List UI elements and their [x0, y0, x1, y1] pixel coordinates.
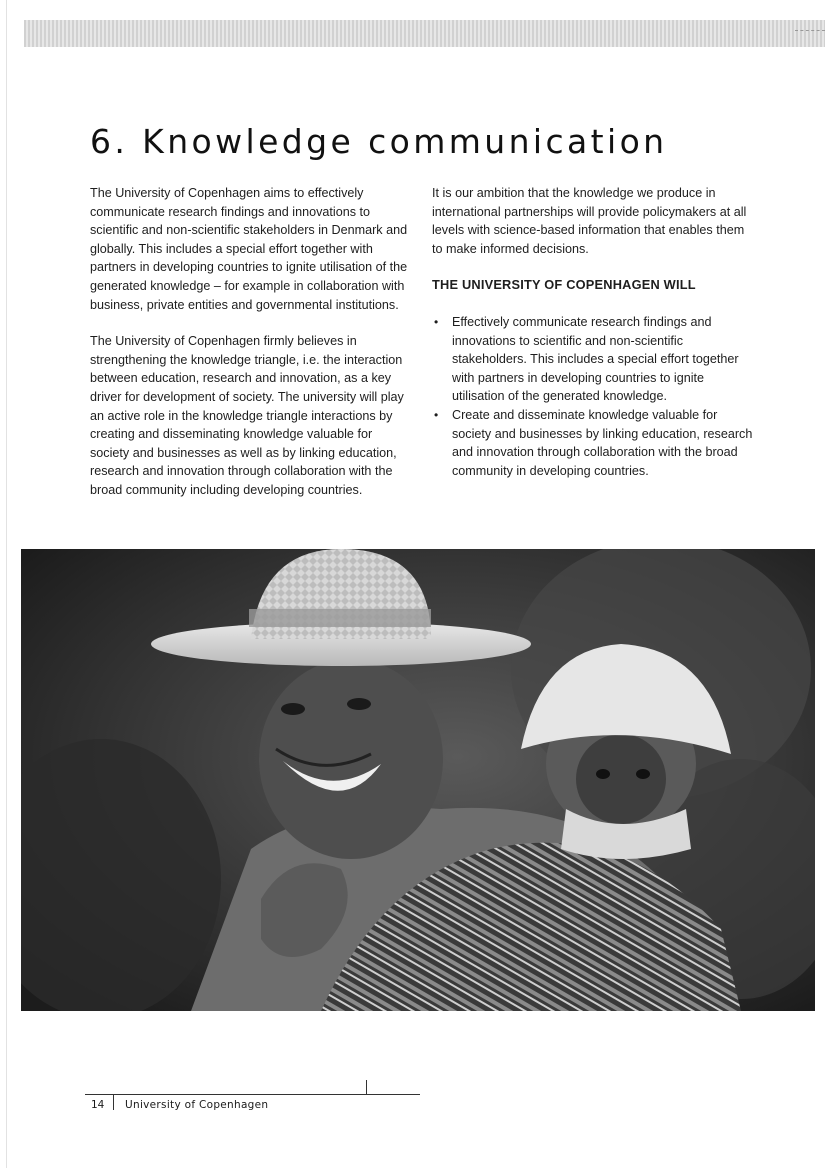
page-number: 14 [91, 1099, 105, 1111]
footer-separator [113, 1094, 114, 1110]
bullet-list [432, 313, 754, 480]
page-edge-rule [6, 0, 7, 1168]
header-scan-band [24, 20, 825, 47]
paragraph-knowledge-triangle: The University of Copenhagen firmly believes in strengthening the knowledge triangle, i.e. the interaction between education, research and innovation, as a key driver for development of society. The university will play an active role in the knowledge triangle interactions by creating and disseminating knowledge valuable for society and businesses as well as by linking education, research and innovation through collaboration with the broad community including developing countries. [90, 334, 404, 497]
right-column [432, 184, 754, 480]
section-heading: THE UNIVERSITY OF COPENHAGEN WILL [432, 277, 696, 293]
bullet-item [432, 313, 754, 406]
page-title: 6. Knowledge communication [90, 122, 668, 161]
paragraph-ambition: It is our ambition that the knowledge we produce in international partnerships will provide policymakers at all levels with science-based information that enables them to make informed decisions. [432, 186, 747, 256]
bullet-text: Create and disseminate knowledge valuable for society and businesses by linking education, research and innovation through collaboration with the broad community in developing countries. [452, 407, 753, 478]
bullet-text: Effectively communicate research findings and innovations to scientific and non-scientific stakeholders. This includes a special effort together with partners in developing countries to ignite utilisation of the generated knowledge. [452, 314, 739, 404]
bullet-item [432, 406, 754, 480]
bullet-icon: • [434, 314, 439, 329]
bullet-icon: • [434, 407, 439, 422]
header-dash [795, 30, 825, 32]
paragraph-intro: The University of Copenhagen aims to effectively communicate research findings and innovations to scientific and non-scientific stakeholders in Denmark and globally. This includes a special effort together with partners in developing countries to ignite utilisation of the generated knowledge – for example in collaboration with business, private entities and governmental institutions. [90, 186, 408, 312]
footer-tick [366, 1080, 367, 1094]
photo-illustration-icon [21, 549, 815, 1011]
left-column [90, 184, 412, 518]
footer-rule [85, 1094, 420, 1095]
footer-organization: University of Copenhagen [125, 1099, 269, 1111]
photo-woman-with-baby [21, 549, 815, 1011]
